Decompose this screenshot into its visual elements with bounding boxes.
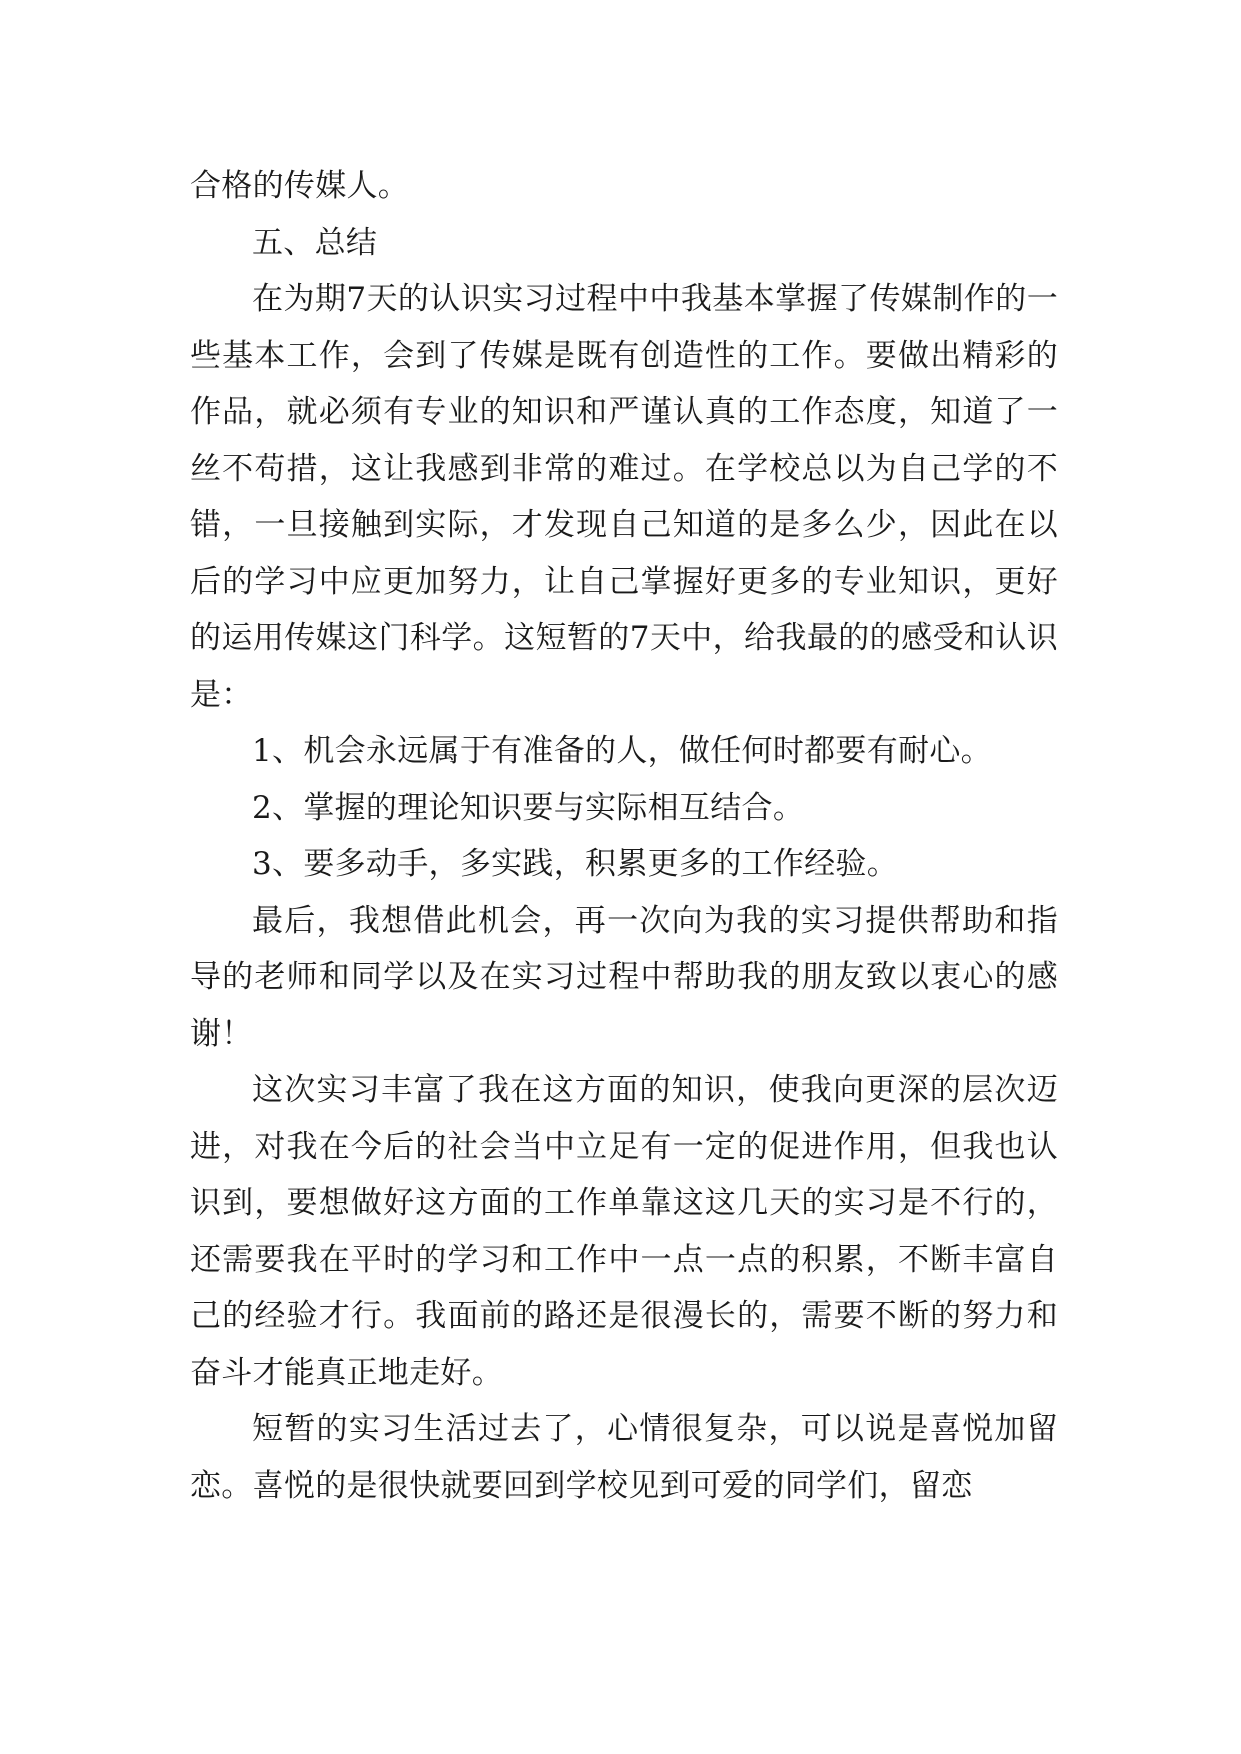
list-item-3: 3、要多动手，多实践，积累更多的工作经验。 <box>252 846 899 882</box>
paragraph-8: 这次实习丰富了我在这方面的知识，使我向更深的层次迈进，对我在今后的社会当中立足有一定的促进作用，但我也认识到，要想做好这方面的工作单靠这这几天的实习是不行的，还需要我在平时的学习和工作中一点一点的积累，不断丰富自己的经验才行。我面前的路还是很漫长的，需要不断的努力和奋斗才能真正地走好。 <box>190 1072 1058 1391</box>
list-item-1: 1、机会永远属于有准备的人，做任何时都要有耐心。 <box>252 733 992 769</box>
paragraph-7: 最后，我想借此机会，再一次向为我的实习提供帮助和指导的老师和同学以及在实习过程中帮助我的朋友致以衷心的感谢！ <box>190 902 1058 1052</box>
paragraph-1: 合格的传媒人。 <box>190 168 410 204</box>
section-heading-summary: 五、总结 <box>252 224 378 261</box>
list-item-2: 2、掌握的理论知识要与实际相互结合。 <box>252 789 805 826</box>
paragraph-9: 短暂的实习生活过去了，心情很复杂，可以说是喜悦加留恋。喜悦的是很快就要回到学校见到可爱的同学们，留恋 <box>190 1411 1058 1504</box>
document-body <box>190 158 1058 1514</box>
paragraph-3: 在为期7天的认识实习过程中中我基本掌握了传媒制作的一些基本工作，会到了传媒是既有创造性的工作。要做出精彩的作品，就必须有专业的知识和严谨认真的工作态度，知道了一丝不苟措，这让我感到非常的难过。在学校总以为自己学的不错，一旦接触到实际，才发现自己知道的是多么少，因此在以后的学习中应更加努力，让自己掌握好更多的专业知识，更好的运用传媒这门科学。这短暂的7天中，给我最的的感受和认识是： <box>190 281 1058 713</box>
